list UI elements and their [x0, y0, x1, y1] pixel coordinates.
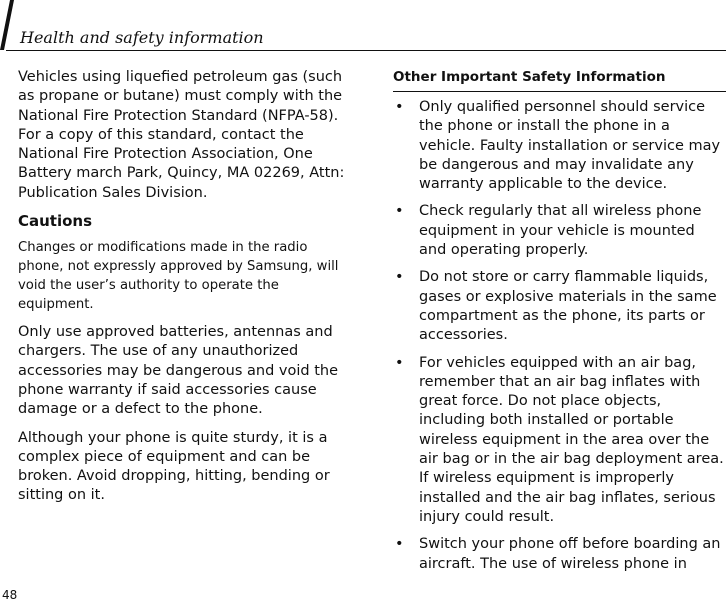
page-header-title: Health and safety information [20, 28, 264, 47]
bullet-icon: • [395, 269, 404, 286]
cautions-paragraph: Changes or modifications made in the radio phone, not expressly approved by Samsung, will void the user’s authority to operate the equipment. [18, 240, 339, 313]
list-item [393, 202, 726, 260]
cautions-heading: Cautions [18, 212, 93, 231]
list-item-text: Do not store or carry flammable liquids, gases or explosive materials in the same compartment as the phone, its parts or accessories. [419, 269, 717, 344]
approved-batteries-paragraph: Only use approved batteries, antennas and chargers. The use of any unauthorized accessories may be dangerous and void the phone warranty if said accessories cause damage or a defect to the phone. [18, 324, 338, 418]
safety-bullet-list [393, 98, 726, 574]
list-item-text: For vehicles equipped with an air bag, remember that an air bag inflates with great force. Do not place objects, including both installed or portable wireless equipment in the area over the air bag or in the air bag deployment area. If wireless equipment is improperly installed and the air bag inflates, serious injury could result. [419, 354, 724, 525]
list-item [393, 354, 726, 528]
bullet-icon: • [395, 354, 404, 371]
list-item-text: Only qualified personnel should service the phone or install the phone in a vehicle. Faulty installation or service may be dangerous and may invalidate any warranty applicable to the device. [419, 99, 721, 193]
list-item [393, 535, 726, 574]
bullet-icon: • [395, 536, 404, 553]
bullet-icon: • [395, 203, 404, 220]
left-column [18, 68, 353, 506]
phone-sturdy-paragraph: Although your phone is quite sturdy, it is a complex piece of equipment and can be broken. Avoid dropping, hitting, bending or sitting on it. [18, 429, 330, 504]
right-column [393, 68, 726, 582]
list-item [393, 268, 726, 345]
lpg-vehicles-paragraph: Vehicles using liquefied petroleum gas (such as propane or butane) must comply with the National Fire Protection Standard (NFPA-58). For a copy of this standard, contact the National Fire Protection Association, One Battery march Park, Quincy, MA 02269, Attn: Publication Sales Division. [18, 69, 345, 201]
header-accent-bar [0, 0, 14, 50]
header-divider [6, 50, 726, 51]
bullet-icon: • [395, 99, 404, 115]
list-item-text: Switch your phone off before boarding an aircraft. The use of wireless phone in [419, 536, 721, 572]
list-item [393, 98, 726, 194]
page-number: 48 [2, 588, 18, 602]
other-safety-heading: Other Important Safety Information [393, 68, 726, 92]
list-item-text: Check regularly that all wireless phone equipment in your vehicle is mounted and operating properly. [419, 203, 702, 259]
